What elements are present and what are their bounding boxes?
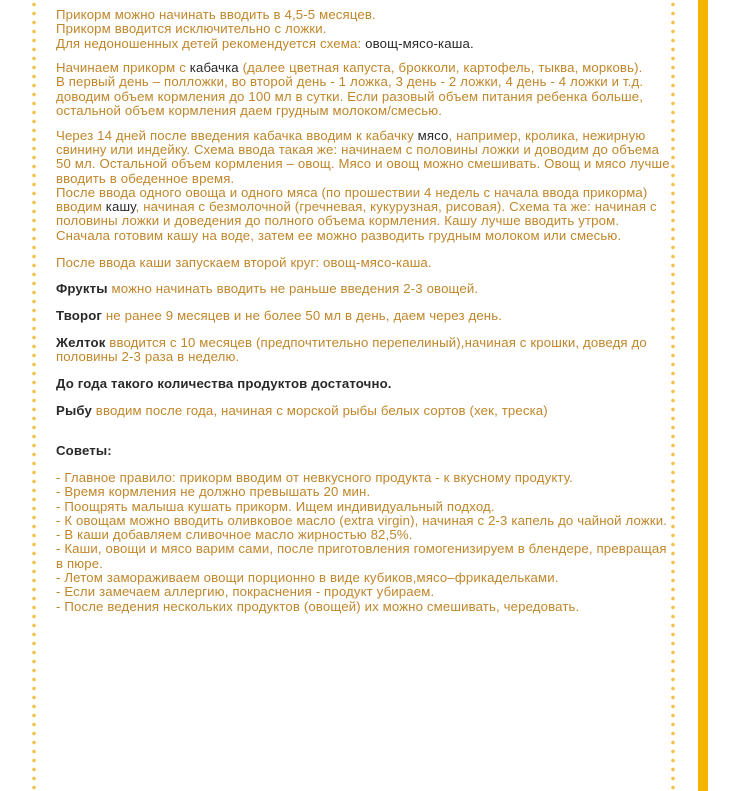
meat-paragraph xyxy=(56,129,676,186)
intro-line-2: Прикорм вводится исключительно с ложки. xyxy=(56,21,327,37)
yolk-line xyxy=(56,336,676,365)
meat-bold: мясо xyxy=(417,127,449,143)
zucchini-bold: кабачка xyxy=(189,60,239,76)
list-item: - Каши, овощи и мясо варим сами, после приготовления гомогенизируем в блендере, превращая в пюре. xyxy=(56,541,667,571)
fruits-bold: Фрукты xyxy=(56,281,108,297)
curd-bold: Творог xyxy=(56,308,103,324)
fish-text: вводим после года, начиная с морской рыбы белых сортов (хек, треска) xyxy=(91,402,548,418)
document-body xyxy=(56,8,676,614)
tips-title: Советы: xyxy=(56,443,112,459)
curd-line xyxy=(56,309,676,323)
yolk-text: вводится с 10 месяцев (предпочтительно перепелиный),начиная с крошки, доведя до половины 2-3 раза в неделю. xyxy=(56,334,647,365)
zucchini-post: (далее цветная капуста, брокколи, картофель, тыква, морковь). xyxy=(238,60,643,76)
list-item: - Летом замораживаем овощи порционно в виде кубиков,мясо–фрикадельками. xyxy=(56,570,559,585)
meat-post: , например, кролика, нежирную свинину или индейку. Схема ввода такая же: начинаем с половины ложки и доводим до объема 50 мл. Остальной объем кормления – овощ. Мясо и овощ можно смешивать. Овощ и мясо лучше вводить в обеденное время. xyxy=(56,127,670,186)
intro-scheme-text: Для недоношенных детей рекомендуется схема: xyxy=(56,35,366,51)
right-accent-bar xyxy=(698,0,708,791)
fish-line xyxy=(56,404,676,418)
intro-line-1: Прикорм можно начинать вводить в 4,5-5 месяцев. xyxy=(56,7,376,22)
intro-line-3 xyxy=(56,37,676,51)
meat-pre: Через 14 дней после введения кабачка вводим к кабачку xyxy=(56,127,418,143)
yolk-bold: Желток xyxy=(56,334,106,350)
left-dotted-border xyxy=(31,0,37,791)
porridge-bold: кашу xyxy=(105,199,136,215)
porridge-pre: После ввода одного овоща и одного мяса (по прошествии 4 недель с начала ввода прикорма) вводим xyxy=(56,184,648,215)
fruits-line xyxy=(56,282,676,296)
fish-bold: Рыбу xyxy=(56,402,92,418)
curd-text: не ранее 9 месяцев и не более 50 мл в день, даем через день. xyxy=(102,308,503,324)
zucchini-paragraph xyxy=(56,61,676,75)
zucchini-pre: Начинаем прикорм с xyxy=(56,60,190,76)
intro-scheme-bold: овощ-мясо-каша. xyxy=(365,35,474,51)
list-item: - Время кормления не должно превышать 20 мин. xyxy=(56,484,371,500)
porridge-post: , начиная с безмолочной (гречневая, кукурузная, рисовая). Схема та же: начиная с половины ложки и доведения до полного объема кормления. Кашу лучше вводить утром. Сначала готовим кашу на воде, затем ее можно разводить грудным молоком или смесью. xyxy=(56,199,657,243)
zucchini-schedule: В первый день – полложки, во второй день - 1 ложка, 3 день - 2 ложки, 4 день - 4 ложки и т.д. доводим объем кормления до 100 мл в сутки. Если разовый объем питания ребенка больше, остальной объем кормления даем грудным молоком/смесью. xyxy=(56,74,644,119)
list-item: - В каши добавляем сливочное масло жирностью 82,5%. xyxy=(56,527,413,543)
list-item: - После ведения нескольких продуктов (овощей) их можно смешивать, чередовать. xyxy=(56,598,580,614)
enough-line: До года такого количества продуктов достаточно. xyxy=(56,376,392,392)
fruits-text: можно начинать вводить не раньше введения 2-3 овощей. xyxy=(107,281,479,297)
tips-list xyxy=(56,471,676,614)
list-item: - Главное правило: прикорм вводим от невкусного продукта - к вкусному продукту. xyxy=(56,469,573,485)
porridge-paragraph xyxy=(56,186,676,243)
list-item: - К овощам можно вводить оливковое масло (extra virgin), начиная с 2-3 капель до чайной ложки. xyxy=(56,512,668,528)
list-item: - Если замечаем аллергию, покраснения - продукт убираем. xyxy=(56,584,435,600)
second-round: После ввода каши запускаем второй круг: овощ-мясо-каша. xyxy=(56,254,432,270)
list-item: - Поощрять малыша кушать прикорм. Ищем индивидуальный подход. xyxy=(56,498,495,514)
